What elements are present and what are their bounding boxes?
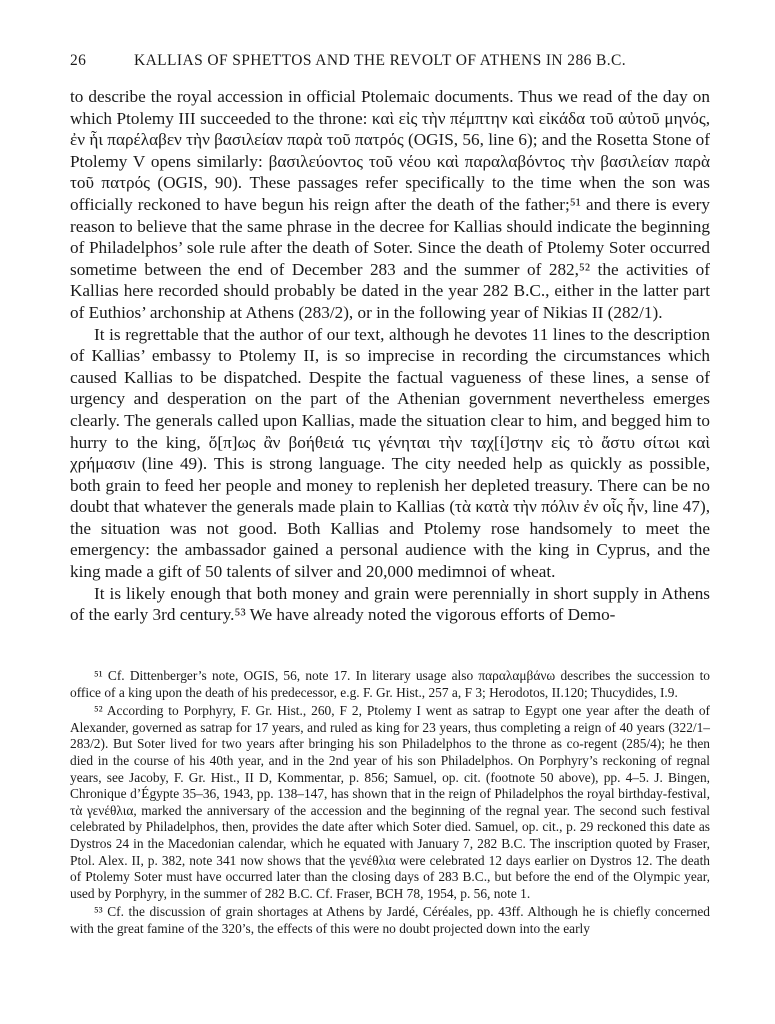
running-title: KALLIAS OF SPHETTOS AND THE REVOLT OF ATHENS IN 286 B.C. (134, 52, 627, 69)
paragraph-1: to describe the royal accession in official Ptolemaic documents. Thus we read of the day on which Ptolemy III succeeded to the throne: καὶ εἰς τὴν πέμπτην καὶ εἰκάδα τοῦ αὐτοῦ μηνός, ἐν ἧι παρέλαβεν τὴν βασιλείαν παρὰ τοῦ πατρός (OGIS, 56, line 6); and the Rosetta Stone of Ptolemy V opens similarly: βασιλεύοντος τοῦ νέου καὶ παραλαβόντος τὴν βασιλείαν παρὰ τοῦ πατρός (OGIS, 90). These passages refer specifically to the time when the son was officially reckoned to have begun his reign after the death of the father;⁵¹ and there is every reason to believe that the same phrase in the decree for Kallias should indicate the beginning of Philadelphos’ sole rule after the death of Soter. Since the death of Ptolemy Soter occurred sometime between the end of December 283 and the summer of 282,⁵² the activities of Kallias here recorded should probably be dated in the year 282 B.C., either in the latter part of Euthios’ archonship at Athens (283/2), or in the following year of Nikias II (282/1). (70, 87, 710, 322)
running-header (70, 52, 710, 76)
paragraph-3: It is likely enough that both money and grain were perennially in short supply in Athens of the early 3rd century.⁵³ We have already noted the vigorous efforts of Demo- (70, 583, 710, 625)
page-number: 26 (70, 52, 87, 69)
footnote-52: ⁵² According to Porphyry, F. Gr. Hist., 260, F 2, Ptolemy I went as satrap to Egypt one year after the death of Alexander, governed as satrap for 17 years, and ruled as king for 23 years, thus completing a reign of 40 years (322/1–283/2). But Soter lived for two years after bringing his son Philadelphos to the throne as co-regent (285/4); he then died in the course of his 40th year, and in the 2nd year of his son Philadelphos. On Porphyry’s reckoning of regnal years, see Jacoby, F. Gr. Hist., II D, Kommentar, p. 856; Samuel, op. cit. (footnote 50 above), pp. 4–5. J. Bingen, Chronique d’Égypte 35–36, 1943, pp. 138–147, has shown that in the reign of Philadelphos the royal birthday-festival, τὰ γενέθλια, marked the anniversary of the accession and the beginning of the regnal year. The second such festival celebrated by Philadelphos, then, provides the date after which Soter died. Samuel, op. cit., p. 29 reckoned this date as Dystros 24 in the Macedonian calendar, which he equated with January 7, 282 B.C. The inscription quoted by Fraser, Ptol. Alex. II, p. 382, note 341 now shows that the γενέθλια were celebrated 12 days earlier on Dystros 12. The death of Ptolemy Soter must have occurred later than the closing days of 283 B.C., but before the end of the Olympic year, used by Porphyry, in the summer of 282 B.C. Cf. Fraser, BCH 78, 1954, p. 56, note 1. (70, 703, 710, 901)
paragraph-2: It is regrettable that the author of our text, although he devotes 11 lines to the description of Kallias’ embassy to Ptolemy II, is so imprecise in recording the circumstances which caused Kallias to be dispatched. Despite the factual vagueness of these lines, a sense of urgency and desperation on the part of the Athenian government nevertheless emerges clearly. The generals called upon Kallias, made the situation clear to him, and begged him to hurry to the king, ὅ[π]ως ἂν βοήθειά τις γένηται τὴν ταχ[ί]στην εἰς τὸ ἄστυ σίτωι καὶ χρήμασιν (line 49). This is strong language. The city needed help as quickly as possible, both grain to feed her people and money to replenish her depleted treasury. There can be no doubt that whatever the generals made plain to Kallias (τὰ κατὰ τὴν πόλιν ἐν οἷς ἦν, line 47), the situation was not good. Both Kallias and Ptolemy rose handsomely to meet the emergency: the ambassador gained a personal audience with the king in Cyprus, and the king made a gift of 50 talents of silver and 20,000 medimnoi of wheat. (70, 324, 710, 582)
footnote-51: ⁵¹ Cf. Dittenberger’s note, OGIS, 56, note 17. In literary usage also παραλαμβάνω describes the succession to office of a king upon the death of his predecessor, e.g. F. Gr. Hist., 257 a, F 3; Herodotos, II.120; Thucydides, I.9. (70, 668, 710, 700)
footnotes (70, 668, 710, 940)
footnote-53: ⁵³ Cf. the discussion of grain shortages at Athens by Jardé, Céréales, pp. 43ff. Although he is chiefly concerned with the great famine of the 320’s, the effects of this were no doubt projected down into the early (70, 904, 710, 936)
main-text (70, 86, 710, 626)
